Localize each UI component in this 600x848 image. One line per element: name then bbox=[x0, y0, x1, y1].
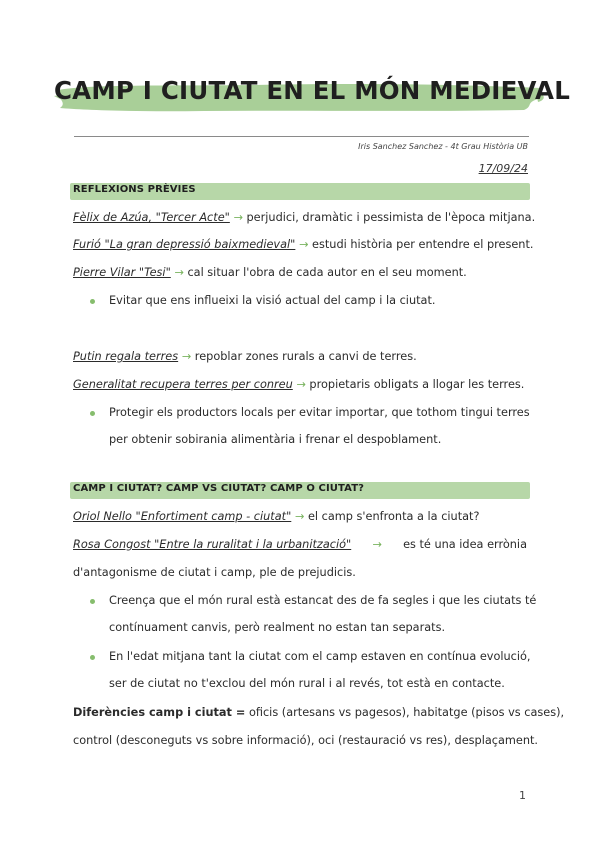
section-heading-1 bbox=[70, 183, 530, 200]
reference-line bbox=[73, 266, 467, 279]
reference-note: cal situar l'obra de cada autor en el seu moment. bbox=[187, 266, 467, 279]
arrow-icon: → bbox=[294, 510, 305, 523]
title-divider bbox=[74, 136, 529, 137]
author-line: Iris Sanchez Sanchez - 4t Grau Història UB bbox=[358, 142, 528, 151]
arrow-icon: → bbox=[181, 350, 192, 363]
reference-title: Furió "La gran depressió baixmedieval" bbox=[73, 238, 296, 251]
section-heading-2-text: CAMP I CIUTAT? CAMP VS CIUTAT? CAMP O CIUTAT? bbox=[73, 483, 365, 494]
reference-title: Pierre Vilar "Tesi" bbox=[73, 266, 171, 279]
reference-line bbox=[73, 211, 535, 224]
differences-label: Diferències camp i ciutat = bbox=[73, 706, 246, 719]
reference-title: Putin regala terres bbox=[73, 350, 179, 363]
differences-line-2: control (desconeguts vs sobre informació), oci (restauració vs res), desplaçament. bbox=[73, 734, 539, 747]
reference-note: perjudici, dramàtic i pessimista de l'època mitjana. bbox=[246, 211, 536, 224]
arrow-icon: → bbox=[233, 211, 243, 224]
section-heading-2 bbox=[70, 482, 530, 499]
date: 17/09/24 bbox=[478, 162, 528, 175]
bullet-text: En l'edat mitjana tant la ciutat com el camp estaven en contínua evolució, bbox=[109, 650, 531, 663]
bullet-text: Creença que el món rural està estancat des de fa segles i que les ciutats té bbox=[109, 594, 537, 607]
bullet-continuation: ser de ciutat no t'exclou del món rural i al revés, tot està en contacte. bbox=[109, 677, 505, 690]
bullet-text: Evitar que ens influeixi la visió actual del camp i la ciutat. bbox=[109, 294, 436, 307]
arrow-icon: → bbox=[174, 266, 184, 279]
section-heading-1-text: REFLEXIONS PRÈVIES bbox=[73, 184, 196, 195]
bullet-dot-icon bbox=[90, 655, 95, 660]
reference-note: el camp s'enfronta a la ciutat? bbox=[307, 510, 480, 523]
reference-line bbox=[73, 350, 417, 363]
title-block bbox=[54, 70, 571, 122]
reference-line bbox=[73, 238, 534, 251]
arrow-icon: → bbox=[298, 238, 309, 251]
reference-title: Fèlix de Azúa, "Tercer Acte" bbox=[73, 211, 230, 224]
reference-line bbox=[73, 510, 479, 523]
reference-note: es té una idea errònia bbox=[403, 538, 527, 551]
bullet-continuation: per obtenir sobirania alimentària i frenar el despoblament. bbox=[109, 433, 442, 446]
differences-line bbox=[73, 706, 564, 719]
arrow-icon: → bbox=[296, 378, 306, 391]
bullet-dot-icon bbox=[90, 599, 95, 604]
reference-note: repoblar zones rurals a canvi de terres. bbox=[194, 350, 417, 363]
bullet-dot-icon bbox=[90, 299, 95, 304]
page-number: 1 bbox=[519, 789, 526, 802]
page-title: CAMP I CIUTAT EN EL MÓN MEDIEVAL bbox=[54, 76, 571, 105]
reference-note: propietaris obligats a llogar les terres. bbox=[309, 378, 525, 391]
reference-title: Rosa Congost "Entre la ruralitat i la urbanització" bbox=[73, 538, 352, 551]
reference-title: Oriol Nello "Enfortiment camp - ciutat" bbox=[73, 510, 292, 523]
bullet-continuation: contínuament canvis, però realment no estan tan separats. bbox=[109, 621, 446, 634]
arrow-icon: → bbox=[372, 538, 382, 551]
bullet-text: Protegir els productors locals per evitar importar, que tothom tingui terres bbox=[109, 406, 530, 419]
reference-note: estudi història per entendre el present. bbox=[312, 238, 534, 251]
bullet-dot-icon bbox=[90, 411, 95, 416]
reference-title: Generalitat recupera terres per conreu bbox=[73, 378, 293, 391]
differences-text: oficis (artesans vs pagesos), habitatge (pisos vs cases), bbox=[248, 706, 565, 719]
reference-line bbox=[73, 378, 524, 391]
reference-line bbox=[73, 538, 527, 551]
paragraph-line: d'antagonisme de ciutat i camp, ple de prejudicis. bbox=[73, 566, 356, 579]
